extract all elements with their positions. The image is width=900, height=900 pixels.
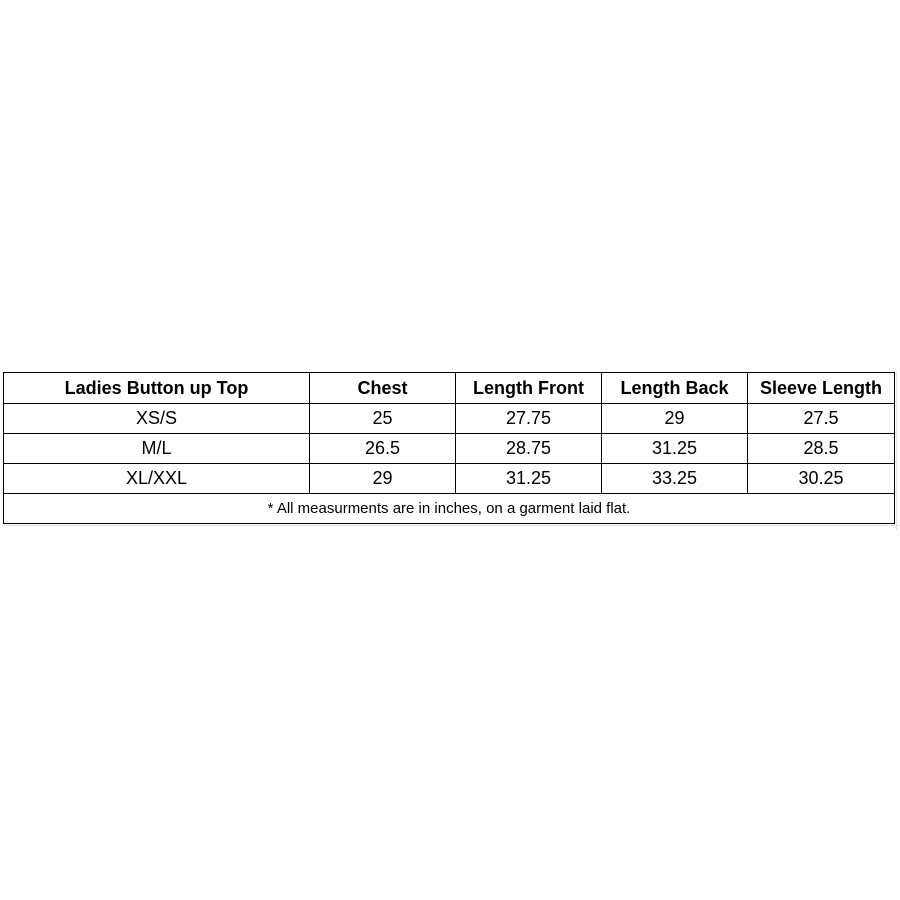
length-back-cell: 33.25: [602, 464, 748, 494]
length-front-cell: 27.75: [456, 404, 602, 434]
table-row: [4, 464, 895, 494]
measurement-note: * All measurments are in inches, on a garment laid flat.: [4, 494, 895, 524]
header-length-back: Length Back: [602, 373, 748, 404]
length-front-cell: 28.75: [456, 434, 602, 464]
header-chest: Chest: [310, 373, 456, 404]
chest-cell: 25: [310, 404, 456, 434]
header-sleeve-length: Sleeve Length: [748, 373, 895, 404]
length-front-cell: 31.25: [456, 464, 602, 494]
header-length-front: Length Front: [456, 373, 602, 404]
length-back-cell: 31.25: [602, 434, 748, 464]
size-table: [3, 372, 895, 524]
note-row: [4, 494, 895, 524]
size-chart: [3, 372, 894, 524]
length-back-cell: 29: [602, 404, 748, 434]
chest-cell: 29: [310, 464, 456, 494]
size-cell: XS/S: [4, 404, 310, 434]
table-row: [4, 404, 895, 434]
sleeve-length-cell: 30.25: [748, 464, 895, 494]
table-row: [4, 434, 895, 464]
header-product: Ladies Button up Top: [4, 373, 310, 404]
sleeve-length-cell: 28.5: [748, 434, 895, 464]
sleeve-length-cell: 27.5: [748, 404, 895, 434]
chest-cell: 26.5: [310, 434, 456, 464]
size-cell: XL/XXL: [4, 464, 310, 494]
size-cell: M/L: [4, 434, 310, 464]
header-row: [4, 373, 895, 404]
